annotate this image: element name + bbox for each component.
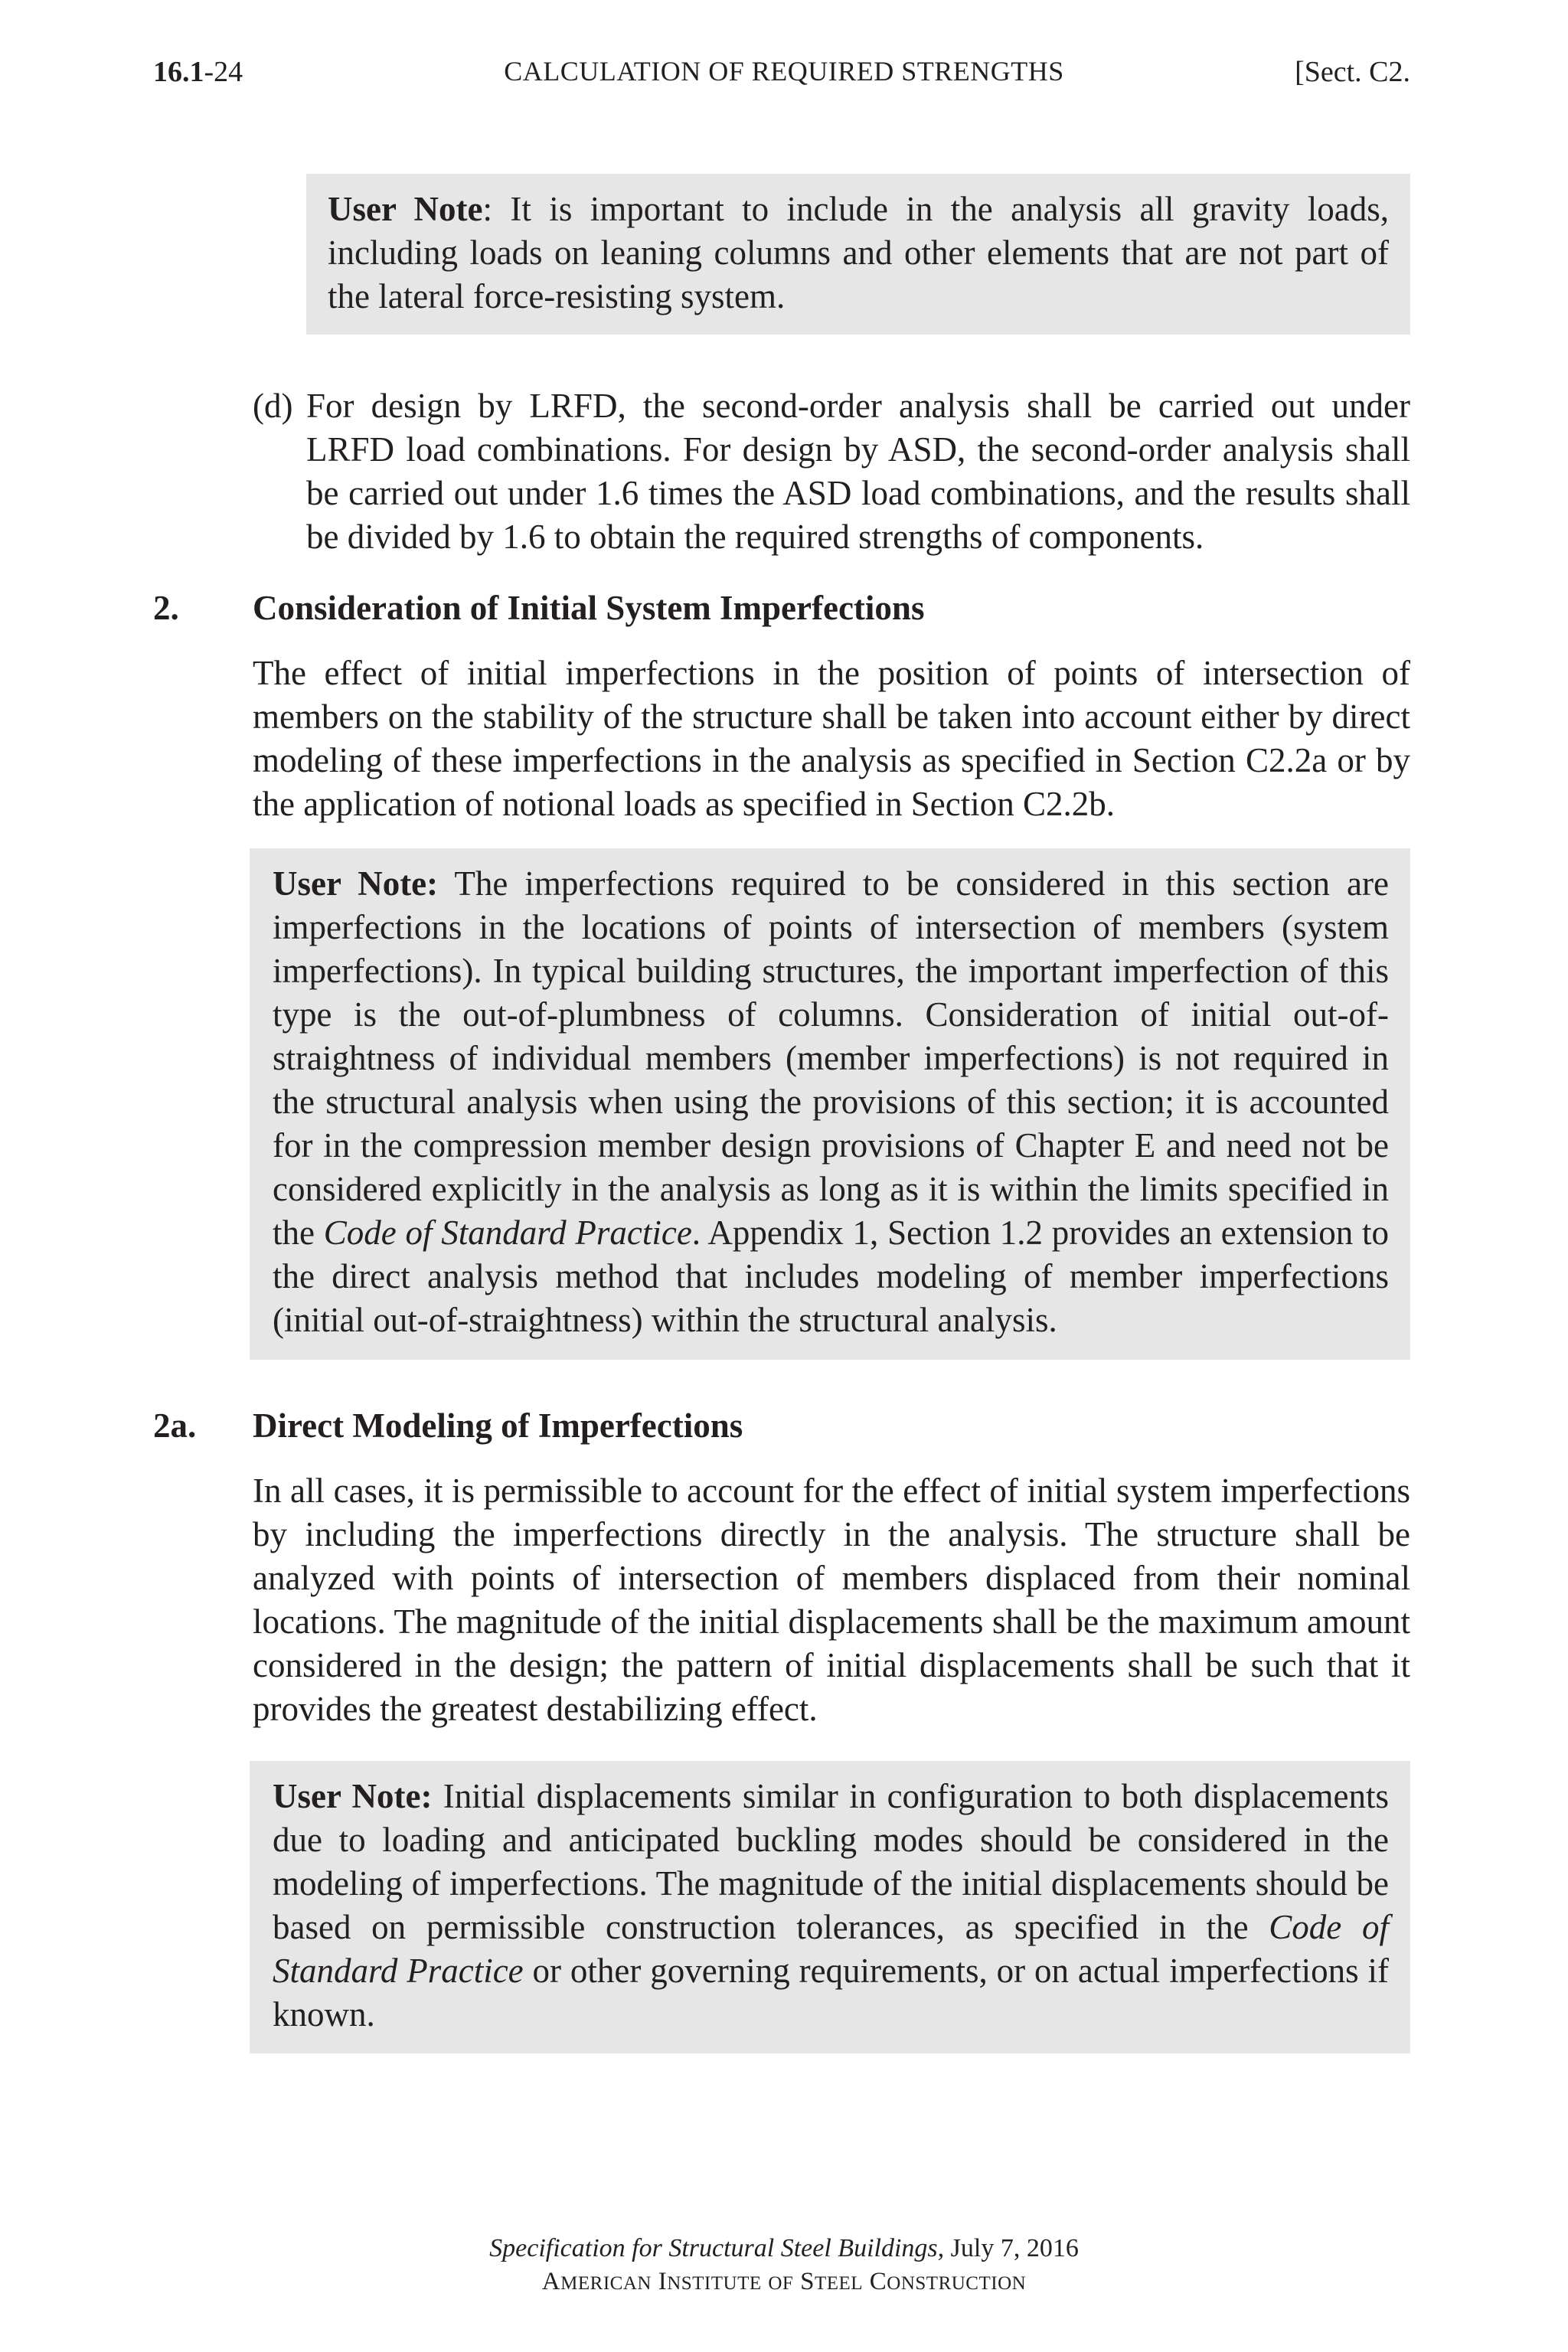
footer-date: July 7, 2016 [944, 2234, 1079, 2262]
section-paragraph: The effect of initial imperfections in the position of points of intersection of members on the stability of the structure shall be taken into account either by direct modeling of these imperfections in the analysis as specified in Section C2.2a or by the application of notional loads as specified in Section C2.2b. [253, 654, 1410, 823]
user-note-text: Initial displacements similar in configuration to both displacements due to loading and anticipated buckling modes should be considered in the modeling of imperfections. The magnitude of the initial displacements should be based on permissible construction tolerances, as specified in the [273, 1777, 1389, 1946]
user-note-text: or other governing requirements, or on actual imperfections if known. [273, 1952, 1389, 2034]
user-note-label: User Note: [273, 864, 439, 903]
user-note-box [250, 848, 1410, 1360]
page-number-suffix: -24 [204, 56, 243, 88]
running-header-section: [Sect. C2. [1295, 56, 1410, 88]
section-title: Direct Modeling of Imperfections [253, 1406, 743, 1445]
footer-org-word: AMERICAN [541, 2268, 652, 2295]
section-paragraph: In all cases, it is permissible to account for the effect of initial system imperfections by including the imperfections directly in the analysis. The structure shall be analyzed with points of intersection of members displaced from their nominal locations. The magnitude of the initial displacements shall be the maximum amount considered in the design; the pattern of initial displacements shall be such that it provides the greatest destabilizing effect. [253, 1472, 1410, 1728]
user-note-italic: Code of Standard Practice [323, 1214, 692, 1252]
section-title: Consideration of Initial System Imperfections [253, 589, 925, 627]
footer-org-word: CONSTRUCTION [869, 2268, 1027, 2295]
user-note-label: User Note: [273, 1777, 433, 1815]
user-note-label: User Note [328, 190, 483, 228]
running-header-title: CALCULATION OF REQUIRED STRENGTHS [504, 56, 1064, 87]
footer-organization [0, 2268, 1568, 2296]
footer-spec-line [0, 2234, 1568, 2263]
page-number-prefix: 16.1 [153, 56, 204, 88]
user-note-italic: Code of Standard Practice [273, 1908, 1389, 1990]
user-note-box [306, 174, 1410, 335]
footer-org-word: OF [768, 2273, 794, 2294]
section-heading [0, 1404, 1568, 1448]
section-number: 2a. [153, 1406, 197, 1445]
list-item-label: (d) [253, 387, 293, 425]
section-number: 2. [153, 589, 179, 627]
footer-spec-title: Specification for Structural Steel Buildings, [489, 2234, 945, 2262]
section-heading [0, 586, 1568, 630]
list-item-text: For design by LRFD, the second-order analysis shall be carried out under LRFD load combinations. For design by ASD, the second-order analysis shall be carried out under 1.6 times the ASD load combinations, and the results shall be divided by 1.6 to obtain the required strengths of components. [306, 387, 1410, 556]
footer-org-word: STEEL [800, 2268, 864, 2295]
user-note-box [250, 1761, 1410, 2053]
footer-org-word: INSTITUTE [658, 2268, 762, 2295]
user-note-text: : It is important to include in the analysis all gravity loads, including loads on leaning columns and other elements that are not part of the lateral force-resisting system. [328, 190, 1390, 315]
list-item-d [253, 384, 1410, 559]
user-note-text: The imperfections required to be considered in this section are imperfections in the locations of points of intersection of members (system imperfections). In typical building structures, the important imperfection of this type is the out-of-plumbness of columns. Consideration of initial out-of-straightness of individual members (member imperfections) is not required in the structural analysis when using the provisions of this section; it is accounted for in the compression member design provisions of Chapter E and need not be considered explicitly in the analysis as long as it is within the limits specified in the [273, 864, 1389, 1252]
user-note-text: . Appendix 1, Section 1.2 provides an extension to the direct analysis method that includes modeling of member imperfections (initial out-of-straightness) within the structural analysis. [273, 1214, 1390, 1339]
